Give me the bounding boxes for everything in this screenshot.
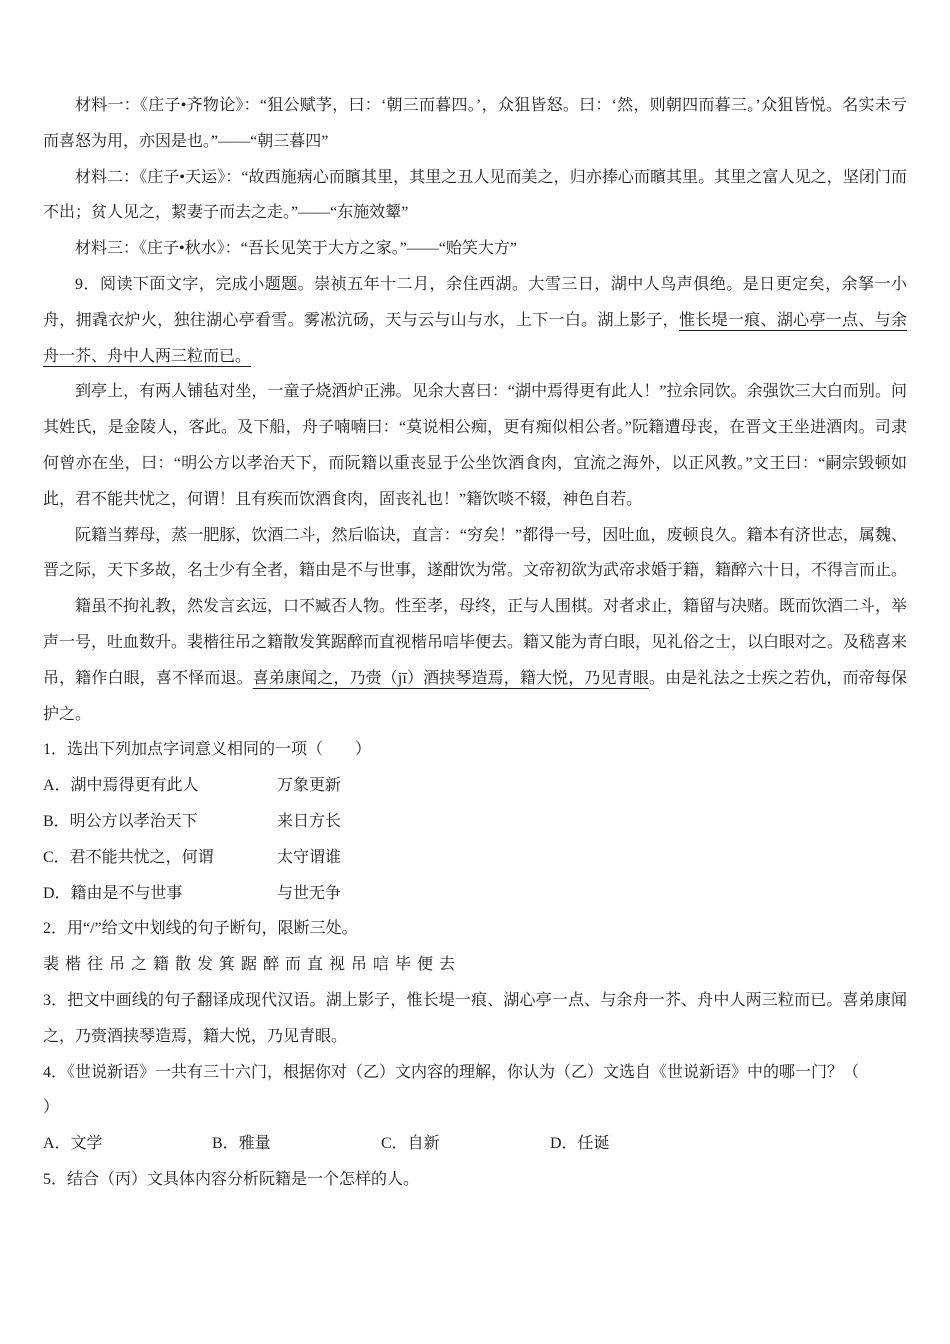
- text-segment: 材料三：《庄子•秋水》：“吾长见笑于大方之家。”——“贻笑大方”: [75, 240, 518, 258]
- text-segment: D．籍由是不与世事: [43, 884, 183, 902]
- text-segment: 裴 楷 往 吊 之 籍 散 发 箕 踞 醉 而 直 视 吊 唁 毕 便 去: [43, 956, 457, 974]
- question-2-sentence: [43, 947, 907, 983]
- text-segment: 材料二：《庄子•天运》：“故西施病心而矉其里，其里之丑人见而美之，归亦捧心而矉其里。其里之富人见之，坚闭门而不出；贫人见之，絜妻子而去之走。”——“东施效颦”: [43, 168, 907, 222]
- text-segment: 。由是礼法之士疾之若仇，而帝每保护之。: [43, 669, 907, 723]
- text-segment: 到亭上，有两人铺毡对坐，一童子烧酒炉正沸。见余大喜曰：“湖中焉得更有此人！”拉余同饮。余强饮三大白而别。问其姓氏，是金陵人，客此。及下船，舟子喃喃曰：“莫说相公痴，更有痴似相公者。”阮籍遭母丧，在晋文王坐进酒肉。司隶何曾亦在坐，曰：“明公方以孝治天下，而阮籍以重丧显于公坐饮酒食肉，宜流之海外，以正风教。”文王曰：“嗣宗毁顿如此，君不能共忧之，何谓！且有疾而饮酒食肉，固丧礼也！”籍饮啖不辍，神色自若。: [43, 383, 907, 508]
- question-1-stem: [43, 732, 907, 768]
- material-3: [43, 231, 907, 267]
- text-segment: ）: [43, 1099, 60, 1117]
- passage-ruanji-rites: [43, 589, 907, 732]
- text-segment: 来日方长: [277, 812, 342, 830]
- text-segment: 万象更新: [277, 777, 342, 795]
- passage-9-lake-snow: [43, 267, 907, 374]
- text-segment: C．君不能共忧之，何谓: [43, 848, 214, 866]
- text-segment: 2．用“/”给文中划线的句子断句，限断三处。: [43, 920, 358, 938]
- text-segment: C．自新: [381, 1135, 440, 1153]
- text-segment: 1．选出下列加点字词意义相同的一项（ ）: [43, 741, 372, 759]
- question-5-stem: [43, 1162, 907, 1198]
- text-segment: 太守谓谁: [277, 848, 342, 866]
- text-segment: 5．结合（丙）文具体内容分析阮籍是一个怎样的人。: [43, 1170, 420, 1188]
- underlined-sentence-1: 惟长堤一痕、湖心亭一点、与余舟一芥、舟中人两三粒而已。: [43, 311, 907, 365]
- text-segment: 9．阅读下面文字，完成小题题。崇祯五年十二月，余住西湖。大雪三日，湖中人鸟声俱绝。是日更定矣，余拏一小舟，拥毳衣炉火，独往湖心亭看雪。雾凇沆砀，天与云与山与水，上下一白。湖上影子，: [43, 275, 907, 329]
- text-segment: 与世无争: [277, 884, 342, 902]
- question-4-options: [43, 1126, 907, 1162]
- question-1-option-d: [43, 876, 907, 912]
- text-segment: 材料一：《庄子•齐物论》：“狙公赋芧，曰：‘朝三而暮四。’，众狙皆怒。曰：‘然，则朝四而暮三。’众狙皆悦。名实未亏而喜怒为用，亦因是也。”——“朝三暮四”: [43, 97, 907, 150]
- question-2-stem: [43, 911, 907, 947]
- text-segment: A．文学: [43, 1135, 103, 1153]
- question-1-option-c: [43, 840, 907, 876]
- text-segment: D．任诞: [550, 1135, 610, 1153]
- text-segment: 籍虽不拘礼教，然发言玄远，口不臧否人物。性至孝，母终，正与人围棋。对者求止，籍留与决赌。既而饮酒二斗，举声一号，吐血数升。裴楷往吊之籍散发箕踞醉而直视楷吊唁毕便去。籍又能为青白眼，见礼俗之士，以白眼对之。及嵇喜来吊，籍作白眼，喜不怿而退。: [43, 598, 908, 687]
- material-2: [43, 160, 907, 232]
- text-segment: 4．《世说新语》一共有三十六门，根据你对（乙）文内容的理解，你认为（乙）文选自《世说新语》中的哪一门？（: [43, 1063, 860, 1081]
- question-1-option-a: [43, 768, 907, 804]
- text-segment: 阮籍当葬母，蒸一肥豚，饮酒二斗，然后临诀，直言：“穷矣！”都得一号，因吐血，废顿良久。籍本有济世志，属魏、晋之际，天下多故，名士少有全者，籍由是不与世事，遂酣饮为常。文帝初欲为武帝求婚于籍，籍醉六十日，不得言而止。: [43, 526, 908, 580]
- text-segment: 3．把文中画线的句子翻译成现代汉语。湖上影子，惟长堤一痕、湖心亭一点、与余舟一芥、舟中人两三粒而已。喜弟康闻之，乃赍酒挟琴造焉，籍大悦，乃见青眼。: [43, 991, 907, 1045]
- underlined-sentence-2: 喜弟康闻之，乃赍（jī）酒挟琴造焉，籍大悦，乃见青眼: [252, 669, 649, 687]
- document-body: [43, 88, 907, 1198]
- question-1-option-b: [43, 804, 907, 840]
- text-segment: B．明公方以孝治天下: [43, 812, 198, 830]
- material-1: [43, 88, 907, 160]
- text-segment: B．雅量: [212, 1135, 271, 1153]
- text-segment: A．湖中焉得更有此人: [43, 777, 199, 795]
- passage-pavilion-ruanji: [43, 374, 907, 517]
- question-3-stem: [43, 983, 907, 1055]
- question-4-stem: [43, 1055, 907, 1127]
- passage-ruanji-mother: [43, 518, 907, 590]
